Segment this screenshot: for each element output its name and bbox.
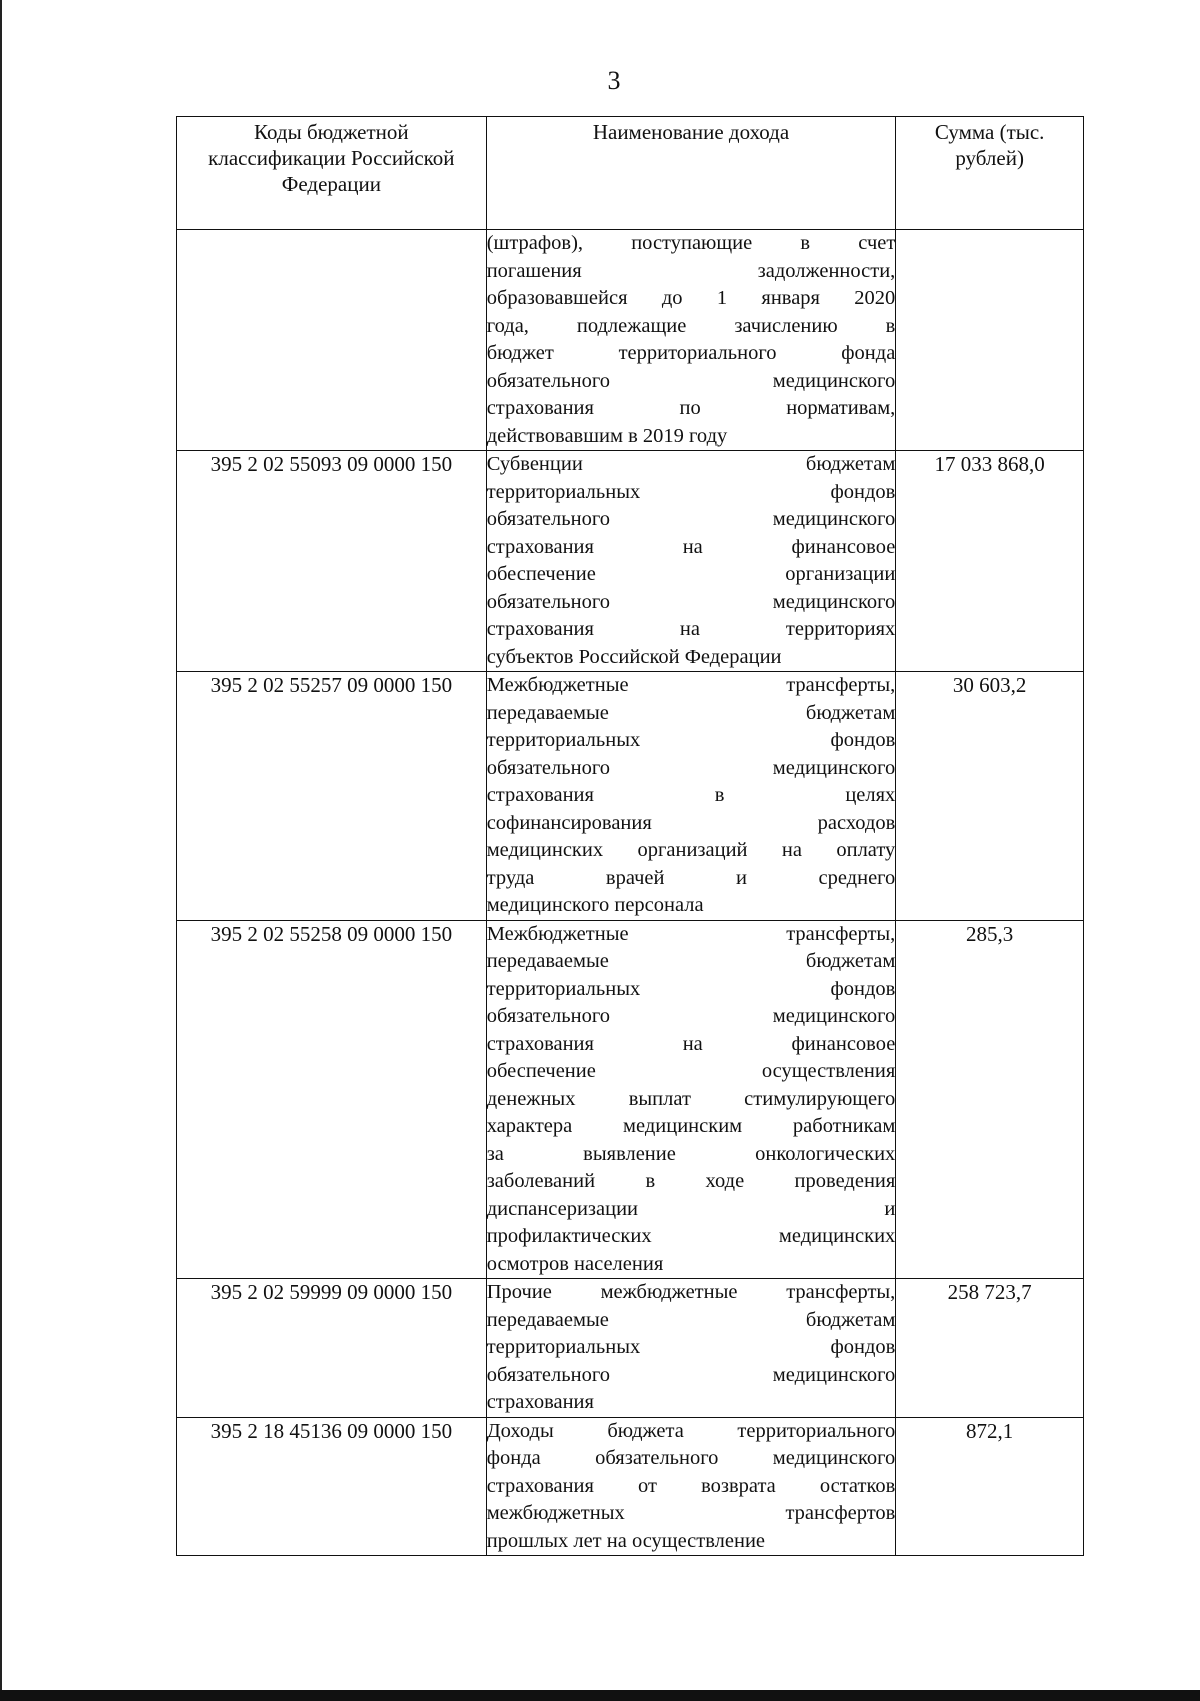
row-name-line: страхования на финансовое <box>486 535 896 558</box>
row-sum: 17 033 868,0 <box>896 451 1084 672</box>
row-name-line: территориальных фондов <box>486 1336 896 1358</box>
row-name-line: медицинского персонала <box>486 894 704 916</box>
row-name <box>486 451 896 672</box>
row-name-line: обязательного медицинского <box>486 590 896 613</box>
row-sum: 258 723,7 <box>896 1279 1084 1418</box>
row-name-line: страхования на финансовое <box>486 1032 896 1055</box>
scan-edge-bottom <box>0 1690 1200 1701</box>
row-name-line: погашения задолженности, <box>486 259 896 282</box>
row-name-line: территориальных фондов <box>486 480 896 503</box>
table-body <box>177 230 1084 1556</box>
row-name-line: обязательного медицинского <box>486 508 896 530</box>
row-name-line: субъектов Российской Федерации <box>486 645 782 668</box>
row-name-line: бюджет территориального фонда <box>486 342 896 364</box>
table-header-row <box>177 117 1084 230</box>
row-sum <box>896 230 1084 451</box>
row-name-line: Прочие межбюджетные трансферты, <box>486 1281 896 1303</box>
row-name-line: территориальных фондов <box>486 977 896 1000</box>
row-name-line: характера медицинским работникам <box>486 1115 896 1137</box>
table-row <box>177 230 1084 451</box>
row-name-line: обязательного медицинского <box>486 369 896 392</box>
row-name-line: обязательного медицинского <box>486 1005 896 1027</box>
row-code: 395 2 02 59999 09 0000 150 <box>177 1279 487 1418</box>
row-sum: 872,1 <box>896 1417 1084 1556</box>
row-name <box>486 672 896 921</box>
scan-edge-left <box>0 0 2 1701</box>
row-name-line: денежных выплат стимулирующего <box>486 1087 896 1110</box>
row-name-line: медицинских организаций на оплату <box>486 839 896 861</box>
row-name-line: страхования в целях <box>486 784 896 806</box>
row-name-line: передаваемые бюджетам <box>486 1308 896 1331</box>
row-name-line: страхования от возврата остатков <box>486 1474 896 1497</box>
header-codes: Коды бюджетной классификации Российской Федерации <box>177 117 487 230</box>
row-name <box>486 920 896 1279</box>
row-code: 395 2 02 55257 09 0000 150 <box>177 672 487 921</box>
header-name: Наименование дохода <box>486 117 896 230</box>
row-name-line: страхования <box>486 1391 594 1413</box>
row-name-line: фонда обязательного медицинского <box>486 1447 896 1469</box>
row-name-line: Субвенции бюджетам <box>486 453 896 475</box>
row-name-line: диспансеризации и <box>486 1197 896 1220</box>
row-name-line: года, подлежащие зачислению в <box>486 314 896 337</box>
row-name-line: действовавшим в 2019 году <box>486 424 728 447</box>
row-name-line: прошлых лет на осуществление <box>486 1529 766 1552</box>
table-row <box>177 920 1084 1279</box>
row-name-line: обязательного медицинского <box>486 1363 896 1386</box>
row-code: 395 2 02 55093 09 0000 150 <box>177 451 487 672</box>
row-name-line: Межбюджетные трансферты, <box>486 922 896 945</box>
row-name-line: труда врачей и среднего <box>486 866 896 889</box>
table-row <box>177 1279 1084 1418</box>
row-name <box>486 1279 896 1418</box>
row-name-line: страхования по нормативам, <box>486 397 896 419</box>
row-sum: 30 603,2 <box>896 672 1084 921</box>
row-sum: 285,3 <box>896 920 1084 1279</box>
row-name-line: страхования на территориях <box>486 618 896 640</box>
row-code: 395 2 18 45136 09 0000 150 <box>177 1417 487 1556</box>
row-name-line: софинансирования расходов <box>486 811 896 834</box>
table-row <box>177 1417 1084 1556</box>
row-name-line: заболеваний в ходе проведения <box>486 1170 896 1192</box>
row-name-line: обязательного медицинского <box>486 756 896 779</box>
row-name-line: профилактических медицинских <box>486 1225 896 1247</box>
table-row <box>177 672 1084 921</box>
row-name-line: территориальных фондов <box>486 729 896 751</box>
row-name-line: обеспечение организации <box>486 563 896 585</box>
table-row <box>177 451 1084 672</box>
income-table <box>176 116 1084 1556</box>
row-name-line: осмотров населения <box>486 1252 664 1275</box>
row-name-line: Межбюджетные трансферты, <box>486 674 896 696</box>
row-code <box>177 230 487 451</box>
row-name <box>486 1417 896 1556</box>
row-name <box>486 230 896 451</box>
row-name-line: образовавшейся до 1 января 2020 <box>486 287 896 309</box>
row-name-line: за выявление онкологических <box>486 1142 896 1165</box>
row-name-line: обеспечение осуществления <box>486 1060 896 1082</box>
row-name-line: Доходы бюджета территориального <box>486 1419 896 1442</box>
header-sum: Сумма (тыс. рублей) <box>896 117 1084 230</box>
row-name-line: (штрафов), поступающие в счет <box>486 232 896 254</box>
row-name-line: межбюджетных трансфертов <box>486 1502 896 1524</box>
row-name-line: передаваемые бюджетам <box>486 701 896 724</box>
page-number: 3 <box>607 66 621 95</box>
row-code: 395 2 02 55258 09 0000 150 <box>177 920 487 1279</box>
row-name-line: передаваемые бюджетам <box>486 950 896 972</box>
